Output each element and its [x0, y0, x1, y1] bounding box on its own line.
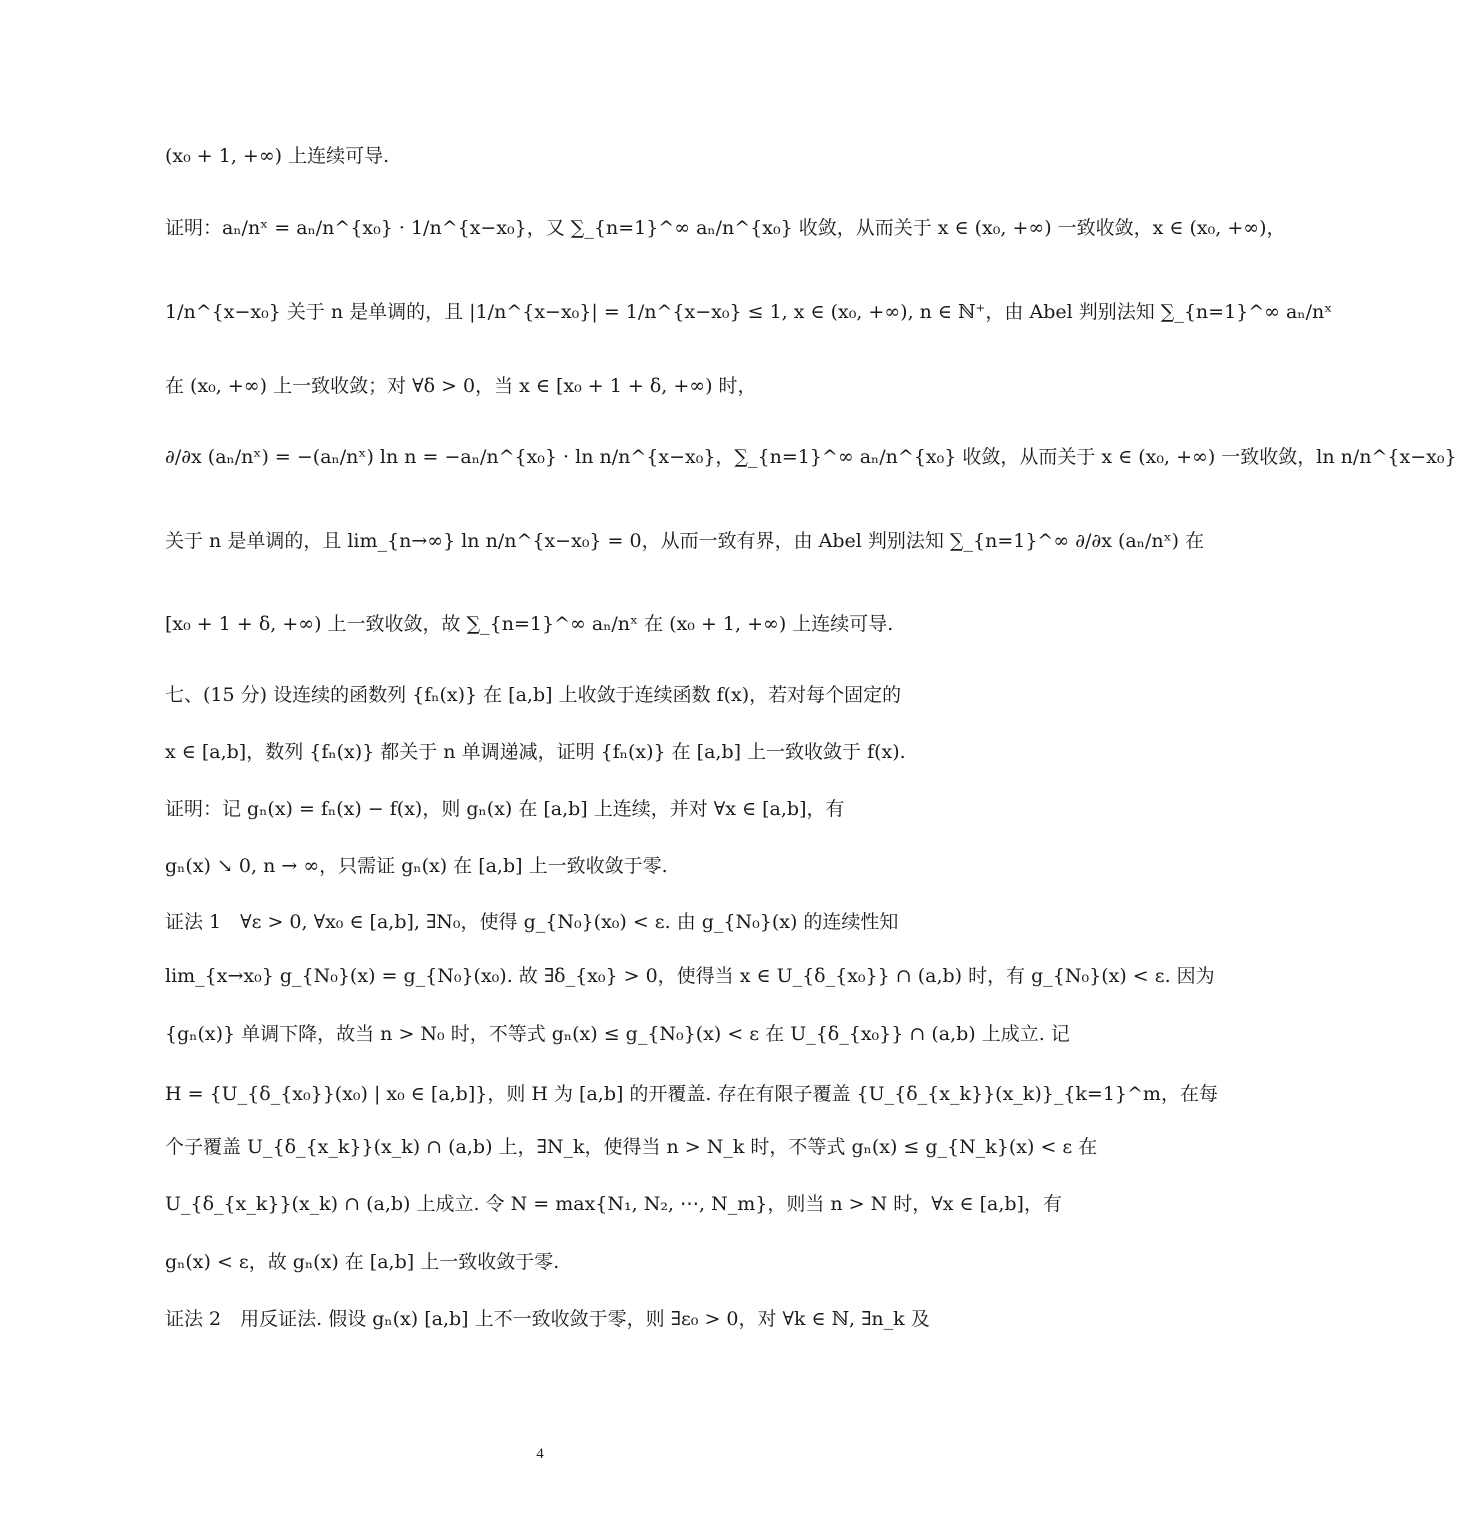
- text-line: 证明：记 gₙ(x) = fₙ(x) − f(x)，则 gₙ(x) 在 [a,b] 上连续，并对 ∀x ∈ [a,b]，有: [165, 798, 845, 820]
- text-line: 在 (x₀, +∞) 上一致收敛；对 ∀δ > 0，当 x ∈ [x₀ + 1 + δ, +∞) 时，: [165, 375, 757, 397]
- page-number: 4: [536, 1446, 544, 1462]
- text-line: gₙ(x) < ε，故 gₙ(x) 在 [a,b] 上一致收敛于零.: [165, 1251, 560, 1273]
- text-line: 证明：aₙ/nˣ = aₙ/n^{x₀} · 1/n^{x−x₀}，又 ∑_{n=1}^∞ aₙ/n^{x₀} 收敛，从而关于 x ∈ (x₀, +∞) 一致收敛，x ∈ (x₀, +∞)，: [165, 217, 1286, 239]
- text-line: gₙ(x) ↘ 0, n → ∞，只需证 gₙ(x) 在 [a,b] 上一致收敛于零.: [165, 855, 668, 877]
- text-line: 证法 1 ∀ε > 0, ∀x₀ ∈ [a,b], ∃N₀，使得 g_{N₀}(x₀) < ε. 由 g_{N₀}(x) 的连续性知: [165, 911, 899, 933]
- text-line: 关于 n 是单调的，且 lim_{n→∞} ln n/n^{x−x₀} = 0，从而一致有界，由 Abel 判别法知 ∑_{n=1}^∞ ∂/∂x (aₙ/nˣ) 在: [165, 530, 1205, 552]
- text-line: U_{δ_{x_k}}(x_k) ∩ (a,b) 上成立. 令 N = max{N₁, N₂, ⋯, N_m}，则当 n > N 时，∀x ∈ [a,b]，有: [165, 1193, 1062, 1215]
- text-line: {gₙ(x)} 单调下降，故当 n > N₀ 时，不等式 gₙ(x) ≤ g_{N₀}(x) < ε 在 U_{δ_{x₀}} ∩ (a,b) 上成立. 记: [165, 1023, 1070, 1045]
- text-line: 证法 2 用反证法. 假设 gₙ(x) [a,b] 上不一致收敛于零，则 ∃ε₀ > 0，对 ∀k ∈ ℕ, ∃n_k 及: [165, 1308, 930, 1330]
- text-line: lim_{x→x₀} g_{N₀}(x) = g_{N₀}(x₀). 故 ∃δ_{x₀} > 0，使得当 x ∈ U_{δ_{x₀}} ∩ (a,b) 时，有 g_{N₀}(x) < ε. 因为: [165, 965, 1215, 987]
- text-line: 七、(15 分) 设连续的函数列 {fₙ(x)} 在 [a,b] 上收敛于连续函数 f(x)，若对每个固定的: [165, 684, 902, 706]
- text-line: [x₀ + 1 + δ, +∞) 上一致收敛，故 ∑_{n=1}^∞ aₙ/nˣ 在 (x₀ + 1, +∞) 上连续可导.: [165, 613, 894, 635]
- text-line: 1/n^{x−x₀} 关于 n 是单调的，且 |1/n^{x−x₀}| = 1/n^{x−x₀} ≤ 1, x ∈ (x₀, +∞), n ∈ ℕ⁺，由 Abel 判别法知 ∑_{n=1}^∞ aₙ/nˣ: [165, 301, 1333, 323]
- text-line: 个子覆盖 U_{δ_{x_k}}(x_k) ∩ (a,b) 上，∃N_k，使得当 n > N_k 时，不等式 gₙ(x) ≤ g_{N_k}(x) < ε 在: [165, 1136, 1098, 1158]
- text-line: H = {U_{δ_{x₀}}(x₀) | x₀ ∈ [a,b]}，则 H 为 [a,b] 的开覆盖. 存在有限子覆盖 {U_{δ_{x_k}}(x_k)}_{k=1}^m，在每: [165, 1083, 1218, 1105]
- text-line: (x₀ + 1, +∞) 上连续可导.: [165, 145, 390, 167]
- text-line: ∂/∂x (aₙ/nˣ) = −(aₙ/nˣ) ln n = −aₙ/n^{x₀} · ln n/n^{x−x₀}，∑_{n=1}^∞ aₙ/n^{x₀} 收敛，从而关于 x ∈ (x₀, +∞) 一致收敛，ln n/n^{x−x₀}: [165, 446, 1457, 468]
- text-line: x ∈ [a,b]，数列 {fₙ(x)} 都关于 n 单调递减，证明 {fₙ(x)} 在 [a,b] 上一致收敛于 f(x).: [165, 741, 906, 763]
